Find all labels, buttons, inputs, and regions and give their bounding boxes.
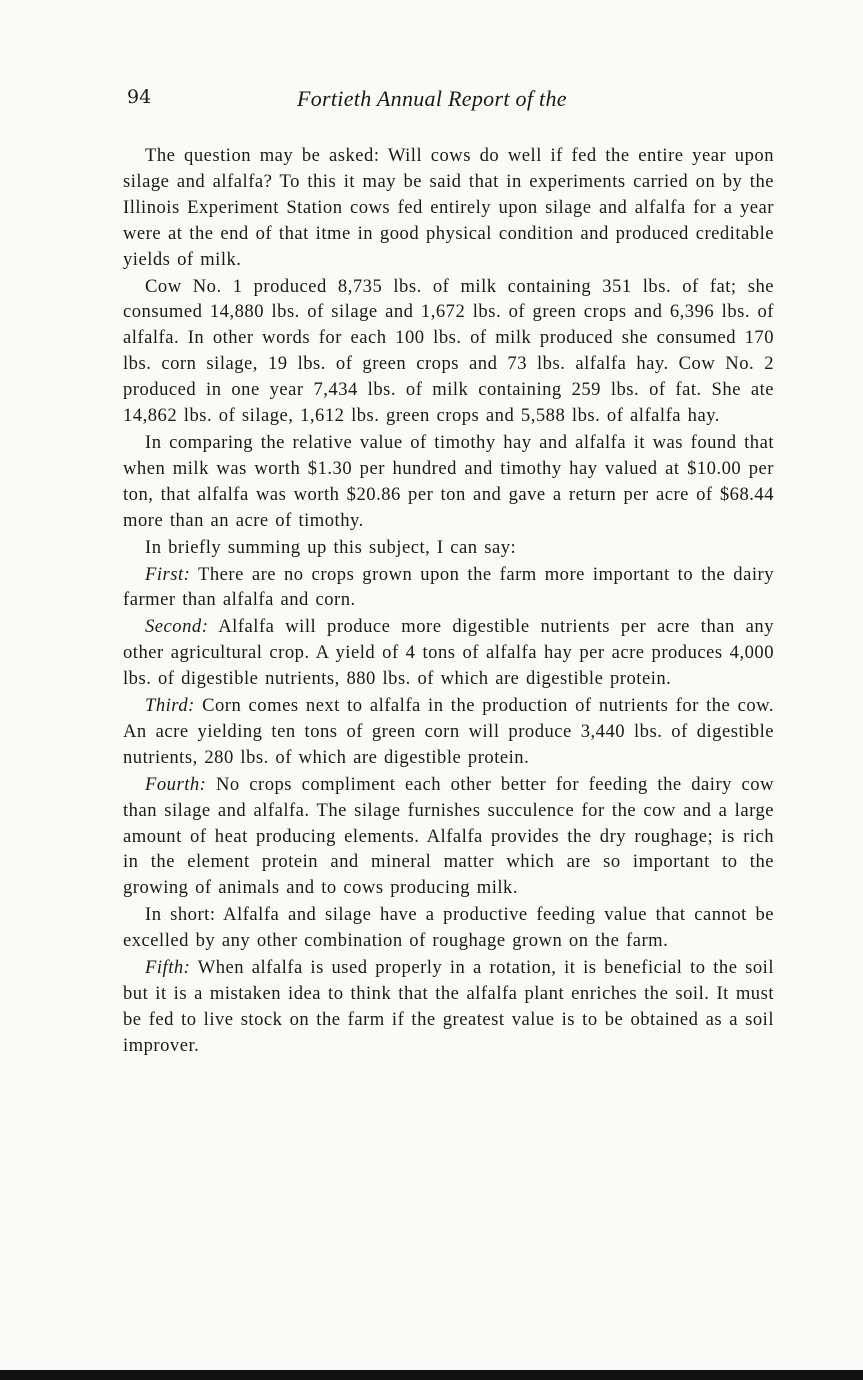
paragraph-text: No crops compliment each other better for feeding the dairy cow than silage and alfalfa. The silage furnishes succulence for the cow and a large amount of heat producing elements. Alfalfa provides the dry roughage; is rich in the element protein and mineral matter which are so important to the growing of animals and to cows producing milk. [123, 773, 774, 899]
page-number: 94 [127, 86, 152, 108]
paragraph-text: The question may be asked: Will cows do well if fed the entire year upon silage and alfalfa? To this it may be said that in experiments carried on by the Illinois Experiment Station cows fed entirely upon silage and alfalfa for a year were at the end of that itme in good physical condition and produced creditable yields of milk. [123, 145, 774, 270]
paragraph-lead: Fifth: [145, 957, 191, 979]
paragraph [123, 274, 774, 429]
paragraph [123, 772, 774, 902]
paragraph [123, 693, 774, 771]
running-title: Fortieth Annual Report of the [297, 86, 567, 111]
paragraph-text: Corn comes next to alfalfa in the production of nutrients for the cow. An acre yielding ten tons of green corn will produce 3,440 lbs. of digestible nutrients, 280 lbs. of which are digestible protein. [123, 695, 774, 768]
paragraph [123, 430, 774, 534]
paragraph-text: Cow No. 1 produced 8,735 lbs. of milk containing 351 lbs. of fat; she consumed 14,880 lbs. of silage and 1,672 lbs. of green crops and 6,396 lbs. of alfalfa. In other words for each 100 lbs. of milk produced she consumed 170 lbs. corn silage, 19 lbs. of green crops and 73 lbs. alfalfa hay. Cow No. 2 produced in one year 7,434 lbs. of milk containing 259 lbs. of fat. She ate 14,862 lbs. of silage, 1,612 lbs. green crops and 5,588 lbs. of alfalfa hay. [123, 275, 774, 427]
paragraph [123, 614, 774, 692]
paragraph-text: In comparing the relative value of timothy hay and alfalfa it was found that when milk was worth $1.30 per hundred and timothy hay valued at $10.00 per ton, that alfalfa was worth $20.86 per ton and gave a return per acre of $68.44 more than an acre of timothy. [123, 431, 774, 531]
paragraph-text: There are no crops grown upon the farm more important to the dairy farmer than alfalfa and corn. [123, 563, 774, 611]
paragraph-text: When alfalfa is used properly in a rotation, it is beneficial to the soil but it is a mistaken idea to think that the alfalfa plant enriches the soil. It must be fed to live stock on the farm if the greatest value is to be obtained as a soil improver. [123, 957, 775, 1056]
paragraph [123, 562, 774, 614]
paragraph-lead: First: [145, 563, 191, 585]
scan-bottom-border [0, 1370, 863, 1380]
paragraph [123, 143, 774, 273]
paragraph-lead: Third: [145, 695, 195, 717]
paragraph-text: In briefly summing up this subject, I can say: [145, 536, 517, 558]
page-header [123, 86, 774, 116]
paragraph-lead: Second: [145, 616, 209, 638]
paragraph-lead: Fourth: [145, 773, 207, 795]
document-page [123, 86, 774, 1059]
paragraph-text: In short: Alfalfa and silage have a productive feeding value that cannot be excelled by any other combination of roughage grown on the farm. [123, 904, 774, 952]
paragraph [123, 902, 774, 954]
paragraph-text: Alfalfa will produce more digestible nutrients per acre than any other agricultural crop. A yield of 4 tons of alfalfa hay per acre produces 4,000 lbs. of digestible nutrients, 880 lbs. of which are digestible protein. [123, 616, 775, 690]
body-text [123, 143, 774, 1059]
paragraph [123, 955, 774, 1059]
paragraph [123, 535, 774, 561]
